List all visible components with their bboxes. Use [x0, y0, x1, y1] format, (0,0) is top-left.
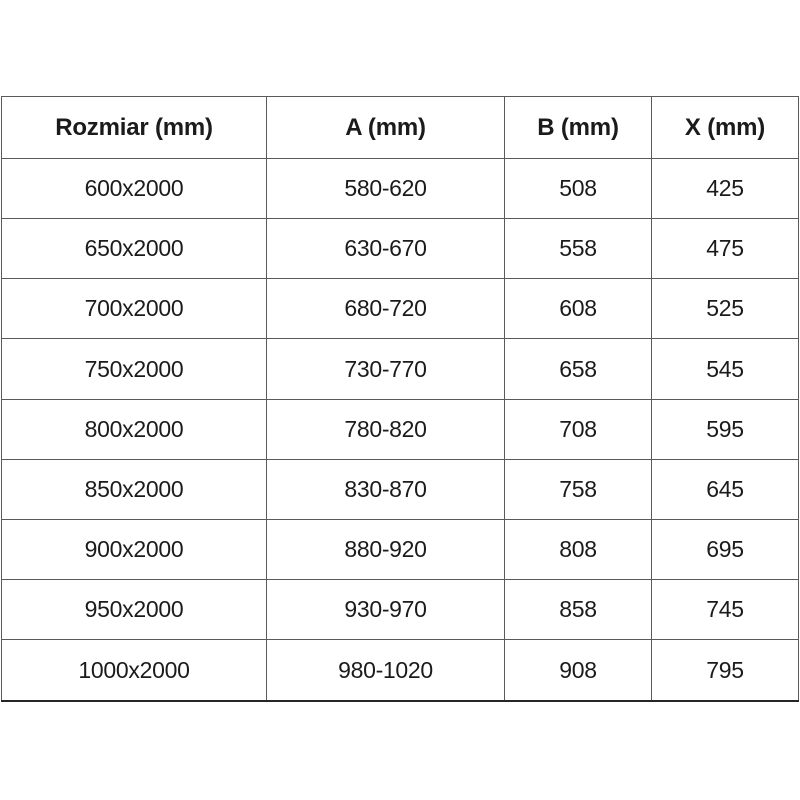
header-a: A (mm)	[267, 97, 505, 159]
table-cell: 680-720	[267, 279, 505, 339]
table-cell: 758	[505, 459, 652, 519]
header-rozmiar: Rozmiar (mm)	[2, 97, 267, 159]
table-cell: 600x2000	[2, 159, 267, 219]
table-cell: 700x2000	[2, 279, 267, 339]
table-cell: 695	[652, 519, 799, 579]
table-row	[2, 219, 799, 279]
table-row	[2, 580, 799, 640]
table-row	[2, 519, 799, 579]
table-cell: 800x2000	[2, 399, 267, 459]
table-cell: 858	[505, 580, 652, 640]
table-row	[2, 459, 799, 519]
table-cell: 850x2000	[2, 459, 267, 519]
table-row	[2, 339, 799, 399]
table-cell: 630-670	[267, 219, 505, 279]
table-cell: 750x2000	[2, 339, 267, 399]
table-cell: 508	[505, 159, 652, 219]
header-x: X (mm)	[652, 97, 799, 159]
table-cell: 980-1020	[267, 640, 505, 701]
table-cell: 880-920	[267, 519, 505, 579]
table-cell: 558	[505, 219, 652, 279]
table-row	[2, 279, 799, 339]
header-b: B (mm)	[505, 97, 652, 159]
size-spec-table	[1, 96, 799, 702]
table-header	[2, 97, 799, 159]
header-row	[2, 97, 799, 159]
table-cell: 1000x2000	[2, 640, 267, 701]
table-cell: 525	[652, 279, 799, 339]
table-cell: 650x2000	[2, 219, 267, 279]
table-cell: 545	[652, 339, 799, 399]
table-cell: 475	[652, 219, 799, 279]
table-cell: 425	[652, 159, 799, 219]
table-cell: 608	[505, 279, 652, 339]
table-body	[2, 159, 799, 702]
table-cell: 930-970	[267, 580, 505, 640]
table-cell: 780-820	[267, 399, 505, 459]
table-cell: 950x2000	[2, 580, 267, 640]
table-cell: 900x2000	[2, 519, 267, 579]
table-cell: 708	[505, 399, 652, 459]
table-cell: 795	[652, 640, 799, 701]
table-row	[2, 399, 799, 459]
table-cell: 595	[652, 399, 799, 459]
table-row	[2, 159, 799, 219]
table-cell: 830-870	[267, 459, 505, 519]
table-cell: 658	[505, 339, 652, 399]
table-cell: 730-770	[267, 339, 505, 399]
table-cell: 745	[652, 580, 799, 640]
table-cell: 808	[505, 519, 652, 579]
table-row	[2, 640, 799, 701]
table-cell: 580-620	[267, 159, 505, 219]
table-cell: 908	[505, 640, 652, 701]
table-cell: 645	[652, 459, 799, 519]
